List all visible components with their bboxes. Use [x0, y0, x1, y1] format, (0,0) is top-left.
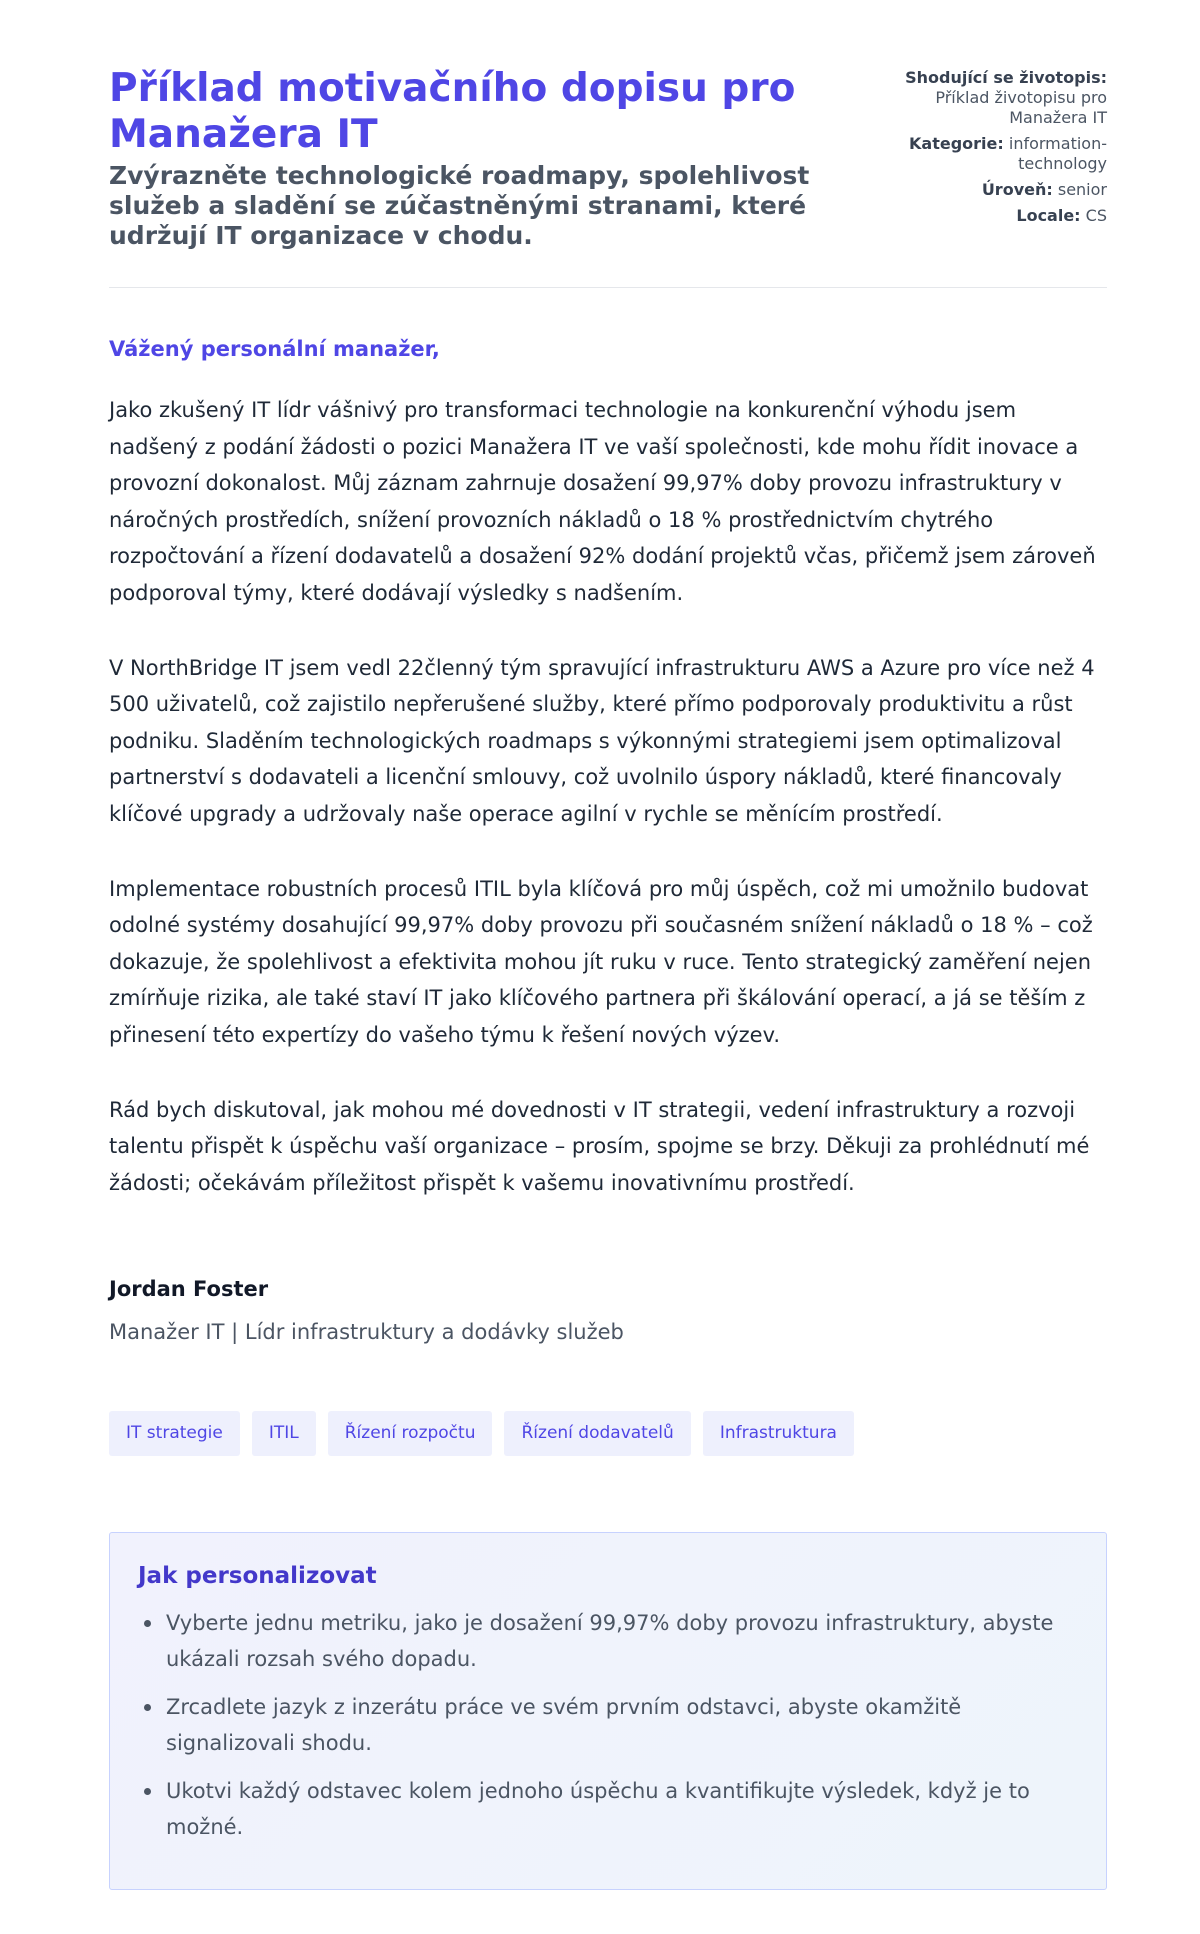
page-header	[109, 0, 1107, 288]
tip-text: Ukotvi každý odstavec kolem jednoho úspěchu a kvantifikujte výsledek, když je to možné.	[166, 1779, 1030, 1839]
tips-title: Jak personalizovat	[138, 1563, 377, 1589]
meta-panel	[867, 68, 1107, 232]
tips-list-item	[138, 1773, 1078, 1845]
letter-paragraph: Rád bych diskutoval, jak mohou mé dovednosti v IT strategii, vedení infrastruktury a rozvoji talentu přispět k úspěchu vaší organizace – prosím, spojme se brzy. Děkuji za prohlédnutí mé žádosti; očekávám příležitost přispět k vašemu inovativnímu prostředí.	[109, 1097, 1090, 1195]
meta-locale-label: Locale:	[1016, 206, 1081, 225]
meta-locale	[867, 206, 1107, 226]
skill-tag: Řízení rozpočtu	[328, 1411, 493, 1456]
personalization-tips-box	[109, 1532, 1107, 1890]
skill-tags	[109, 1411, 854, 1456]
meta-matching-label: Shodující se životopis:	[905, 68, 1107, 87]
tip-text: Vyberte jednu metriku, jako je dosažení 99,97% doby provozu infrastruktury, abyste ukázali rozsah svého dopadu.	[166, 1611, 1054, 1671]
skill-tag: ITIL	[252, 1411, 316, 1456]
skill-tag: IT strategie	[109, 1411, 240, 1456]
letter-paragraph: V NorthBridge IT jsem vedl 22členný tým spravující infrastrukturu AWS a Azure pro více než 4 500 uživatelů, což zajistilo nepřerušené služby, které přímo podporovaly produktivitu a růst podniku. Sladěním technologických roadmaps s výkonnými strategiemi jsem optimalizoval partnerství s dodavateli a licenční smlouvy, což uvolnilo úspory nákladů, které financovaly klíčové upgrady a udržovaly naše operace agilní v rychle se měnícím prostředí.	[109, 655, 1095, 826]
tips-list-item	[138, 1605, 1078, 1677]
letter-greeting: Vážený personální manažer,	[109, 337, 440, 361]
bullet-icon	[144, 1620, 151, 1627]
meta-level-label: Úroveň:	[981, 180, 1053, 199]
meta-matching-value: Příklad životopisu pro Manažera IT	[935, 88, 1107, 127]
skill-tag: Infrastruktura	[703, 1411, 854, 1456]
letter-body	[109, 392, 1109, 1239]
page-title: Příklad motivačního dopisu pro Manažera IT	[109, 66, 796, 157]
tip-text: Zrcadlete jazyk z inzerátu práce ve svém prvním odstavci, abyste okamžitě signalizovali shodu.	[166, 1695, 962, 1755]
cover-letter-page	[109, 0, 1107, 1839]
skill-tag: Řízení dodavatelů	[504, 1411, 690, 1456]
bullet-icon	[144, 1704, 151, 1711]
meta-category-label: Kategorie:	[909, 134, 1004, 153]
meta-category-value: information-technology	[1008, 134, 1107, 173]
signature-role: Manažer IT | Lídr infrastruktury a dodávky služeb	[109, 1320, 624, 1344]
meta-level	[867, 180, 1107, 200]
letter-paragraph: Implementace robustních procesů ITIL byla klíčová pro můj úspěch, což mi umožnilo budovat odolné systémy dosahující 99,97% doby provozu při současném snížení nákladů o 18 % – což dokazuje, že spolehlivost a efektivita mohou jít ruku v ruce. Tento strategický zaměření nejen zmírňuje rizika, ale také staví IT jako klíčového partnera při škálování operací, a já se těším z přinesení této expertízy do vašeho týmu k řešení nových výzev.	[109, 876, 1093, 1047]
meta-locale-value: CS	[1085, 206, 1107, 225]
meta-matching-resume	[867, 68, 1107, 128]
letter-paragraph: Jako zkušený IT lídr vášnivý pro transformaci technologie na konkurenční výhodu jsem nadšený z podání žádosti o pozici Manažera IT ve vaší společnosti, kde mohu řídit inovace a provozní dokonalost. Můj záznam zahrnuje dosažení 99,97% doby provozu infrastruktury v náročných prostředích, snížení provozních nákladů o 18 % prostřednictvím chytrého rozpočtování a řízení dodavatelů a dosažení 92% dodání projektů včas, přičemž jsem zároveň podporoval týmy, které dodávají výsledky s nadšením.	[109, 398, 1096, 605]
page-subtitle: Zvýrazněte technologické roadmapy, spolehlivost služeb a sladění se zúčastněnými stranami, které udržují IT organizace v chodu.	[109, 161, 810, 250]
signature-name: Jordan Foster	[109, 1277, 269, 1301]
bullet-icon	[144, 1788, 151, 1795]
meta-category	[867, 134, 1107, 174]
meta-level-value: senior	[1057, 180, 1107, 199]
tips-list	[138, 1605, 1078, 1845]
tips-list-item	[138, 1689, 1078, 1761]
